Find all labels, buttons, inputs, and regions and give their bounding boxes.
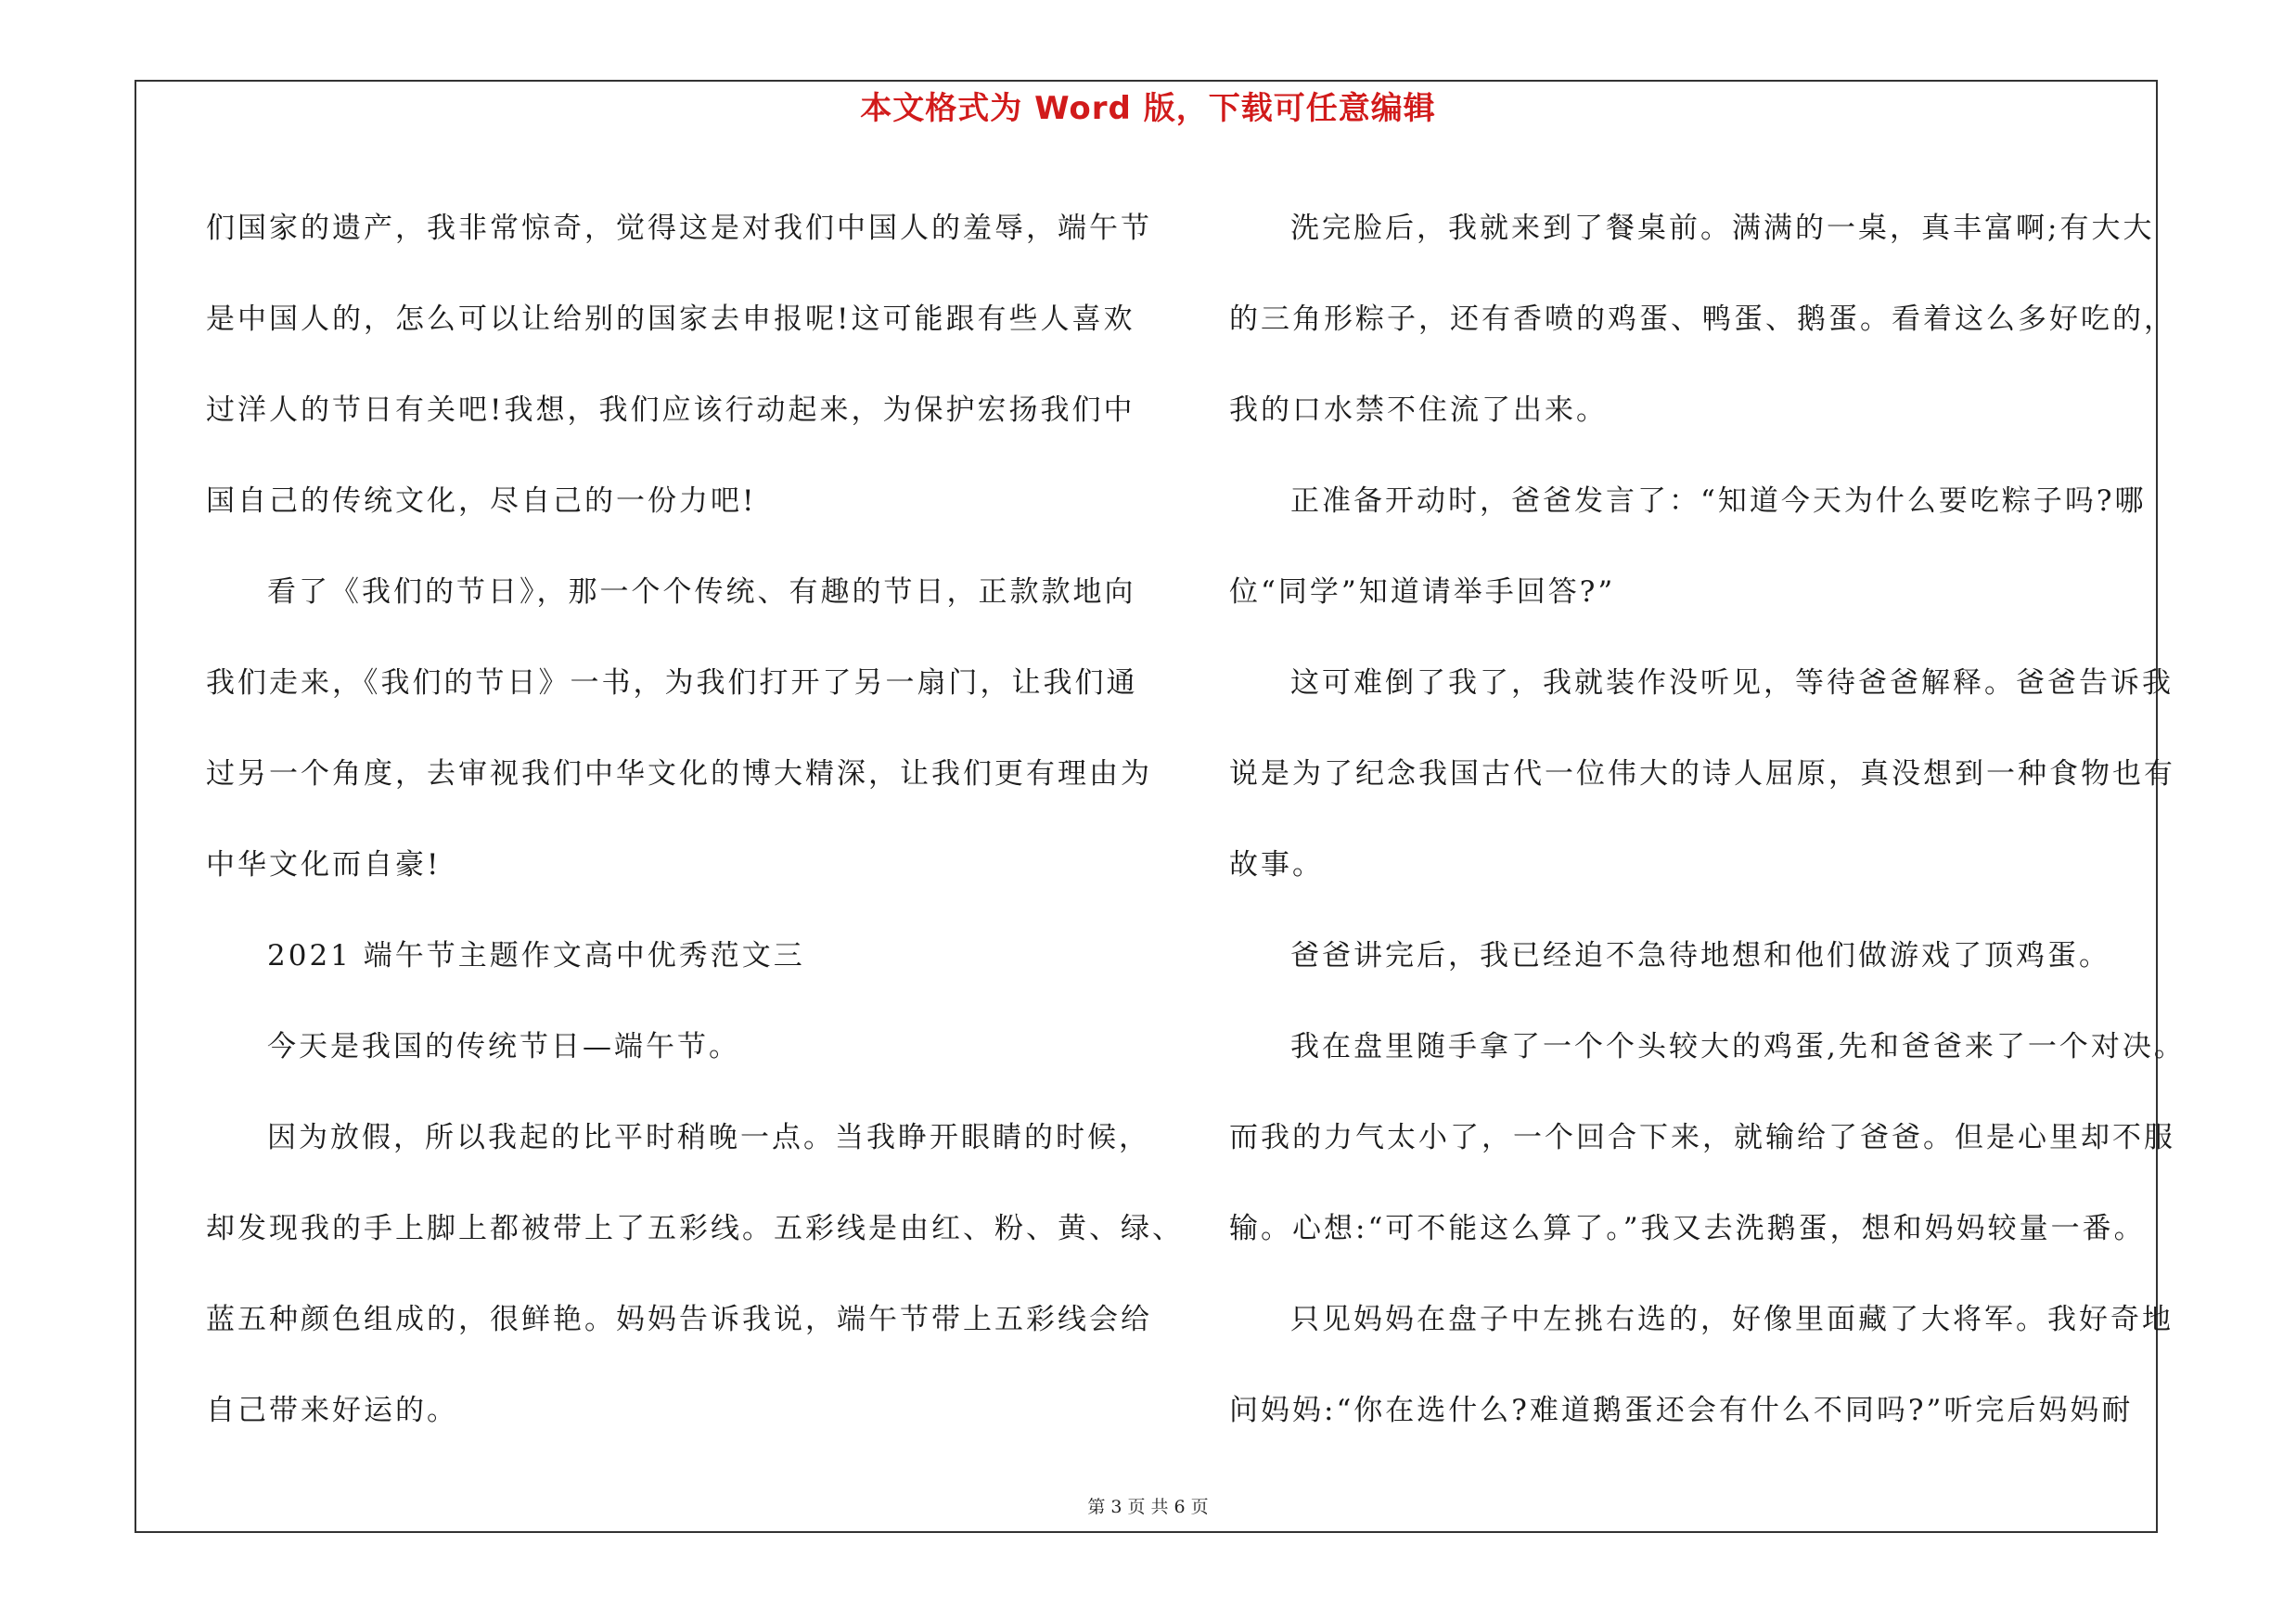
text-line: 们国家的遗产，我非常惊奇，觉得这是对我们中国人的羞辱，端午节 — [206, 212, 1152, 245]
text-line: 中华文化而自豪! — [206, 848, 442, 882]
text-line: 位“同学”知道请举手回答?” — [1229, 575, 1616, 609]
text-line: 2021 端午节主题作文高中优秀范文三 — [267, 939, 805, 973]
text-line: 过另一个角度，去审视我们中华文化的博大精深，让我们更有理由为 — [206, 757, 1152, 791]
page-number-footer: 第 3 页 共 6 页 — [1087, 1497, 1209, 1517]
text-line: 这可难倒了我了，我就装作没听见，等待爸爸解释。爸爸告诉我 — [1290, 666, 2174, 700]
text-line: 只见妈妈在盘子中左挑右选的，好像里面藏了大将军。我好奇地 — [1290, 1303, 2174, 1336]
text-line: 因为放假，所以我起的比平时稍晚一点。当我睁开眼睛的时候， — [267, 1121, 1150, 1154]
text-line: 洗完脸后，我就来到了餐桌前。满满的一桌，真丰富啊;有大大 — [1290, 212, 2155, 245]
text-line: 今天是我国的传统节日—端午节。 — [267, 1030, 740, 1063]
text-line: 国自己的传统文化，尽自己的一份力吧! — [206, 484, 757, 518]
text-line: 我的口水禁不住流了出来。 — [1229, 393, 1608, 427]
text-line: 看了《我们的节日》，那一个个传统、有趣的节日，正款款地向 — [267, 575, 1136, 609]
text-line: 蓝五种颜色组成的，很鲜艳。妈妈告诉我说，端午节带上五彩线会给 — [206, 1303, 1152, 1336]
text-line: 输。心想:“可不能这么算了。”我又去洗鹅蛋，想和妈妈较量一番。 — [1229, 1212, 2146, 1245]
text-line: 自己带来好运的。 — [206, 1394, 458, 1427]
text-line: 问妈妈:“你在选什么?难道鹅蛋还会有什么不同吗?”听完后妈妈耐 — [1229, 1394, 2134, 1427]
text-line: 说是为了纪念我国古代一位伟大的诗人屈原，真没想到一种食物也有 — [1229, 757, 2175, 791]
text-line: 我们走来，《我们的节日》一书，为我们打开了另一扇门，让我们通 — [206, 666, 1138, 700]
text-line: 正准备开动时，爸爸发言了：“知道今天为什么要吃粽子吗?哪 — [1290, 484, 2147, 518]
left-text-column — [206, 183, 1184, 1456]
text-line: 我在盘里随手拿了一个个头较大的鸡蛋,先和爸爸来了一个对决。 — [1290, 1030, 2186, 1063]
text-line: 故事。 — [1229, 848, 1324, 882]
text-line: 是中国人的，怎么可以让给别的国家去申报呢!这可能跟有些人喜欢 — [206, 303, 1135, 336]
text-line: 爸爸讲完后，我已经迫不急待地想和他们做游戏了顶鸡蛋。 — [1290, 939, 2110, 973]
right-text-column — [1229, 183, 2186, 1456]
text-line: 却发现我的手上脚上都被带上了五彩线。五彩线是由红、粉、黄、绿、 — [206, 1212, 1184, 1245]
text-line: 过洋人的节日有关吧!我想，我们应该行动起来，为保护宏扬我们中 — [206, 393, 1135, 427]
text-line: 而我的力气太小了，一个回合下来，就输给了爸爸。但是心里却不服 — [1229, 1121, 2175, 1154]
text-line: 的三角形粽子，还有香喷的鸡蛋、鸭蛋、鹅蛋。看着这么多好吃的， — [1229, 303, 2175, 336]
document-banner: 本文格式为 Word 版，下载可任意编辑 — [860, 90, 1436, 127]
